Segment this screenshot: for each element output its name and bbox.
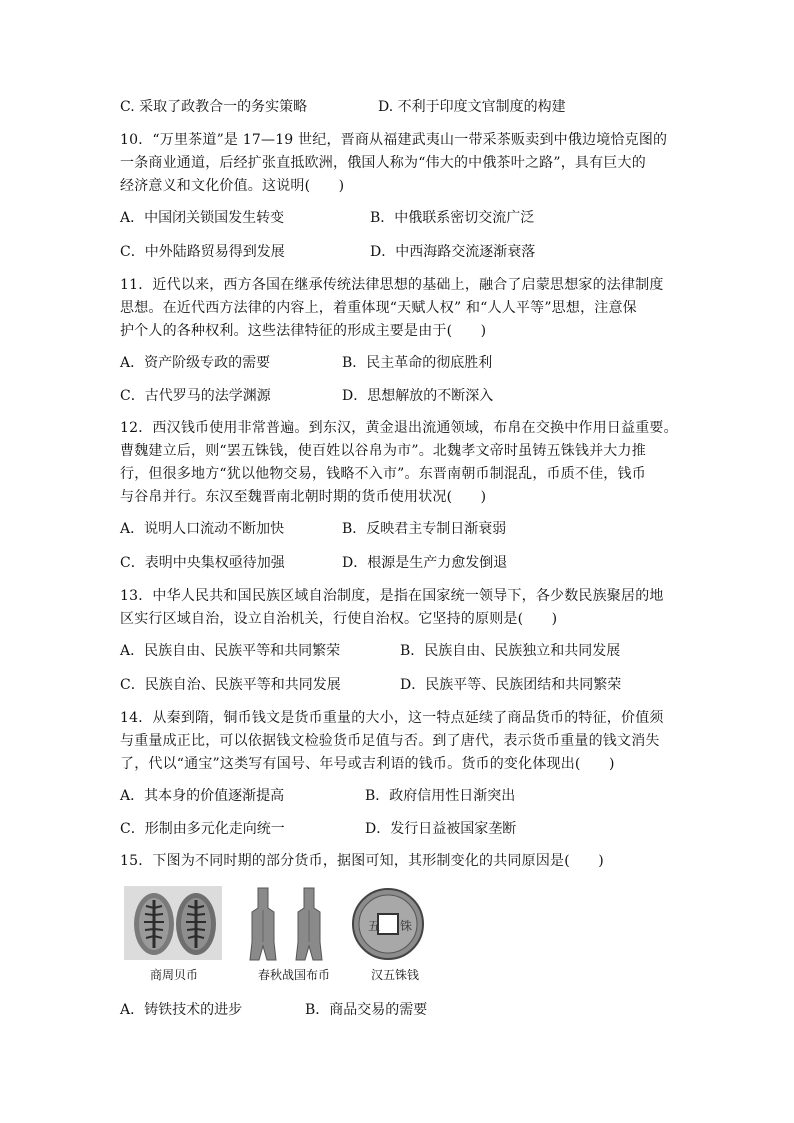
q13-option-d: D．民族平等、民族团结和共同繁荣 [400,677,622,693]
spade-currency-image [240,886,344,964]
q12-option-d: D．根源是生产力愈发倒退 [342,555,508,571]
coin-text-left: 五 [368,919,381,933]
q11-option-d: D．思想解放的不断深入 [342,388,494,404]
currency-figure [124,886,434,986]
coin-text-right: 铢 [400,919,413,933]
q10-text-line-3: 经济意义和文化价值。这说明( ) [120,178,345,194]
q15-option-a: A．铸铁技术的进步 [120,1002,243,1018]
q14-option-b: B．政府信用性日渐突出 [365,788,516,804]
q12-text-line-1: 12．西汉钱币使用非常普遍。到东汉，黄金退出流通领域，布帛在交换中作用日益重要。 [120,420,678,436]
shell-currency-image [124,886,222,960]
q15-option-b: B．商品交易的需要 [305,1002,428,1018]
caption-spade-currency: 春秋战国布币 [257,968,330,982]
q13-option-c: C．民族自治、民族平等和共同发展 [120,677,341,693]
q10-text-line-1: 10．“万里茶道”是 17—19 世纪，晋商从福建武夷山一带采茶贩卖到中俄边境恰克图的 [120,132,668,148]
q12-option-b: B．反映君主专制日渐衰弱 [342,521,507,537]
q10-text-line-2: 一条商业通道，后经扩张直抵欧洲，俄国人称为“伟大的中俄茶叶之路”，具有巨大的 [120,155,646,171]
q14-text-line-2: 与重量成正比，可以依据钱文检验货币足值与否。到了唐代，表示货币重量的钱文消失 [120,733,660,749]
q9-option-d: D. 不利于印度文官制度的构建 [378,99,566,115]
q14-text-line-1: 14．从秦到隋，铜币钱文是货币重量的大小，这一特点延续了商品货币的特征，价值须 [120,710,664,726]
q12-text-line-4: 与谷帛并行。东汉至魏晋南北朝时期的货币使用状况( ) [120,489,487,505]
q13-text-line-1: 13．中华人民共和国民族区域自治制度，是指在国家统一领导下，各少数民族聚居的地 [120,588,664,604]
q12-text-line-2: 曹魏建立后，则“罢五铢钱，使百姓以谷帛为市”。北魏孝文帝时虽铸五铢钱并大力推 [120,443,646,459]
q9-option-c: C. 采取了政教合一的务实策略 [120,99,308,115]
q12-option-a: A．说明人口流动不断加快 [120,521,285,537]
q10-option-d: D．中西海路交流逐渐衰落 [370,244,536,260]
q11-text-line-1: 11．近代以来，西方各国在继承传统法律思想的基础上，融合了启蒙思想家的法律制度 [120,277,664,293]
q10-option-a: A．中国闭关锁国发生转变 [120,210,285,226]
q13-text-line-2: 区实行区域自治，设立自治机关，行使自治权。它坚持的原则是( ) [120,611,558,627]
q12-text-line-3: 行，但很多地方“犹以他物交易，钱略不入市”。东晋南朝币制混乱，币质不佳，钱币 [120,466,646,482]
wuzhu-coin-image [350,886,426,962]
q11-option-a: A．资产阶级专政的需要 [120,355,271,371]
q11-text-line-3: 护个人的各种权利。这些法律特征的形成主要是由于( ) [120,323,487,339]
q14-option-d: D．发行日益被国家垄断 [365,821,517,837]
q11-text-line-2: 思想。在近代西方法律的内容上，着重体现“天赋人权” 和“人人平等”思想，注意保 [120,300,637,316]
q10-option-c: C．中外陆路贸易得到发展 [120,244,285,260]
q13-option-b: B．民族自由、民族独立和共同发展 [400,643,621,659]
caption-shell-currency: 商周贝币 [149,968,198,982]
q12-option-c: C．表明中央集权亟待加强 [120,555,285,571]
q15-text-line-1: 15．下图为不同时期的部分货币，据图可知，其形制变化的共同原因是( ) [120,853,604,869]
q13-option-a: A．民族自由、民族平等和共同繁荣 [120,643,341,659]
q10-option-b: B．中俄联系密切交流广泛 [370,210,535,226]
q14-option-c: C．形制由多元化走向统一 [120,821,285,837]
q14-option-a: A．其本身的价值逐渐提高 [120,788,285,804]
q14-text-line-3: 了，代以“通宝”这类写有国号、年号或吉利语的钱币。货币的变化体现出( ) [120,756,615,772]
q11-option-c: C．古代罗马的法学渊源 [120,388,271,404]
q11-option-b: B．民主革命的彻底胜利 [342,355,493,371]
caption-wuzhu-coin: 汉五铢钱 [370,968,419,982]
